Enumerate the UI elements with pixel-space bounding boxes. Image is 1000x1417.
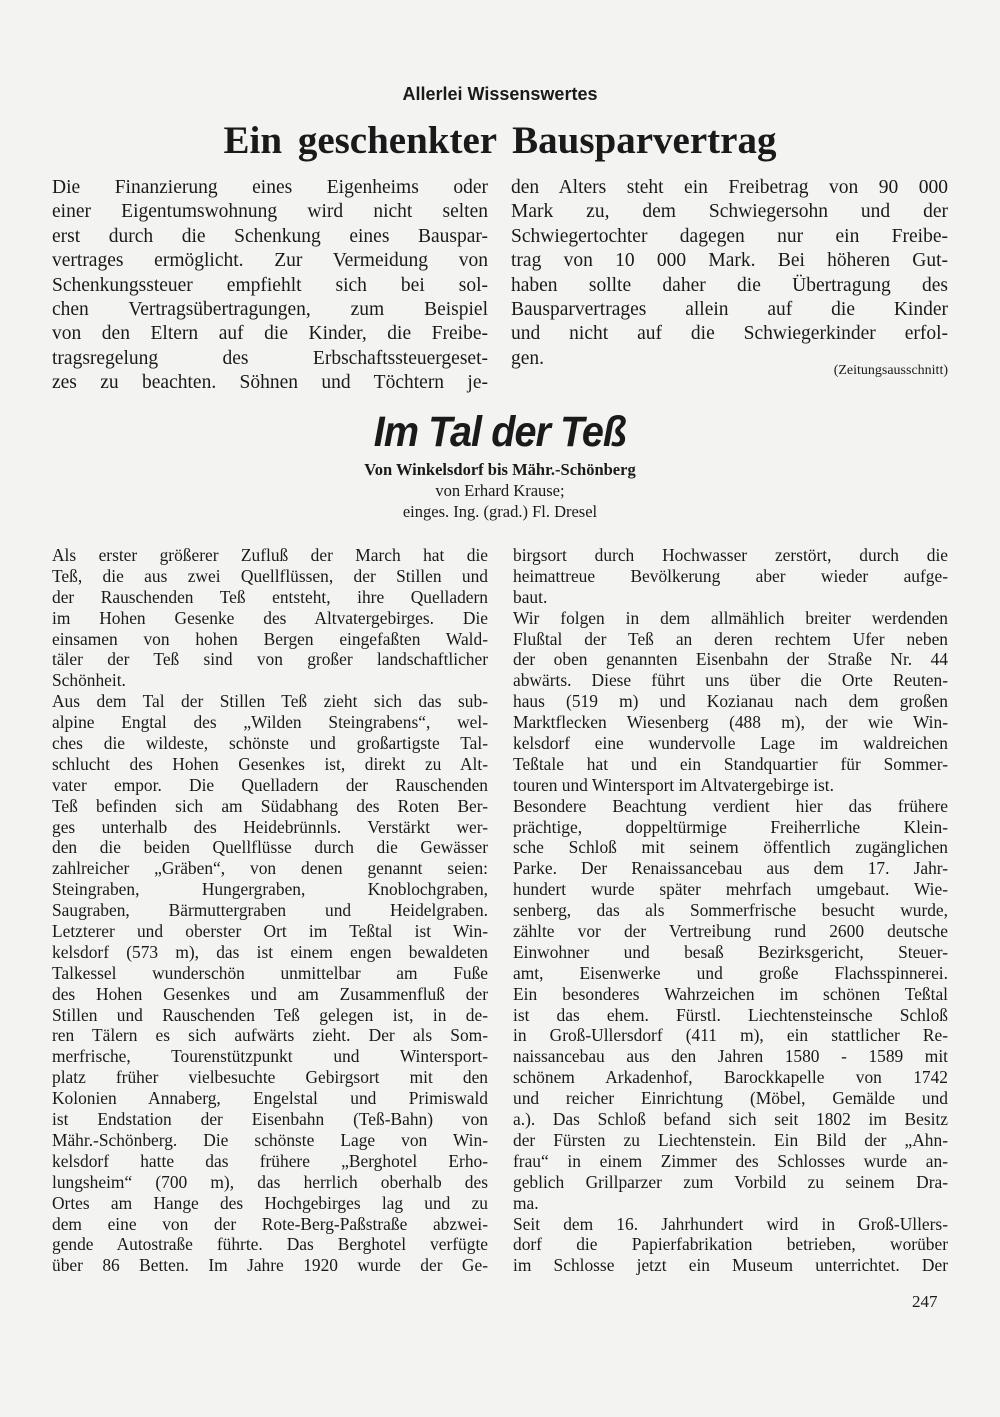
text-line: der oben genannten Eisenbahn der Straße Nr. 44 [513, 649, 948, 670]
text-line: vater empor. Die Quelladern der Rauschenden [52, 774, 488, 795]
text-line: in Groß-Ullersdorf (411 m), ein stattlicher Re- [513, 1025, 948, 1046]
text-line: Seit dem 16. Jahrhundert wird in Groß-Ullers- [513, 1213, 948, 1234]
source-note: (Zeitungsausschnitt) [833, 363, 948, 378]
text-line: sche Schloß mit seinem öffentlich zugänglichen [513, 837, 948, 858]
text-line: zählte vor der Vertreibung rund 2600 deutsche [513, 921, 948, 942]
text-line: merfrische, Tourenstützpunkt und Wintersport- [52, 1046, 488, 1067]
text-line: Kolonien Annaberg, Engelstal und Primiswald [52, 1088, 488, 1109]
text-line: schlucht des Hohen Gesenkes ist, direkt zu Alt- [52, 753, 488, 774]
text-line: ches die wildeste, schönste und großartigste Tal- [52, 733, 488, 754]
text-line: ma. [513, 1192, 539, 1213]
text-line: Bausparvertrages allein auf die Kinder [511, 298, 948, 320]
text-line: im Hohen Gesenke des Altvatergebirges. Die [52, 607, 488, 628]
text-line: dem eine von der Rote-Berg-Paßstraße abzwei- [52, 1213, 488, 1234]
text-line: ist Endstation der Eisenbahn (Teß-Bahn) von [52, 1109, 488, 1130]
text-line: lungsheim“ (700 m), das herrlich oberhalb des [52, 1171, 488, 1192]
text-line: der Rauschenden Teß entsteht, ihre Quelladern [52, 586, 488, 607]
text-line: baut. [513, 586, 548, 607]
text-line: haus (519 m) und Kozianau nach dem großen [513, 691, 948, 712]
text-line: haben sollte daher die Übertragung des [511, 274, 948, 296]
text-line: Besondere Beachtung verdient hier das frühere [513, 795, 948, 816]
text-line: Ortes am Hange des Hochgebirges lag und zu [52, 1192, 488, 1213]
text-line: über 86 Betten. Im Jahre 1920 wurde der Ge- [52, 1255, 488, 1276]
text-line: Talkessel wunderschön unmittelbar am Fuße [52, 962, 488, 983]
text-line: den Alters steht ein Freibetrag von 90 000 [511, 177, 948, 198]
text-line: prächtige, doppeltürmige Freiherrliche Klein- [513, 816, 948, 837]
text-line: den die beiden Quellflüsse durch die Gewässer [52, 837, 488, 858]
text-line: erst durch die Schenkung eines Bauspar- [52, 225, 488, 247]
text-line: gen. [511, 347, 545, 369]
page-number: 247 [912, 1292, 938, 1311]
text-line: touren und Wintersport im Altvatergebirge ist. [513, 774, 834, 795]
text-line: ges unterhalb des Heidebrünnls. Verstärkt wer- [52, 816, 488, 837]
text-line: Steingraben, Hungergraben, Knoblochgraben, [52, 879, 488, 900]
text-line: vertrages ermöglicht. Zur Vermeidung von [52, 250, 488, 272]
contributor-line: einges. Ing. (grad.) Fl. Dresel [402, 502, 598, 521]
text-line: Einwohner und besaß Bezirksgericht, Steuer- [513, 941, 948, 962]
text-line: kelsdorf hatte das frühere „Berghotel Erho- [52, 1150, 488, 1171]
text-line: Teß befinden sich am Südabhang des Roten Ber- [52, 795, 488, 816]
text-line: Schwiegertochter dagegen nur ein Freibe- [511, 225, 948, 247]
text-line: Teßtale hat und ein Standquartier für Sommer- [513, 753, 948, 774]
text-line: gende Autostraße führte. Das Berghotel verfügte [52, 1234, 488, 1255]
article2-left-column [52, 545, 488, 1276]
text-line: frau“ in einem Zimmer des Schlosses wurde an- [513, 1150, 948, 1171]
text-line: tragsregelung des Erbschaftssteuergeset- [52, 347, 488, 369]
text-line: Parke. Der Renaissancebau aus dem 17. Jahr- [513, 858, 948, 879]
text-line: Mähr.-Schönberg. Die schönste Lage von Win- [52, 1129, 488, 1150]
article-subtitle: Von Winkelsdorf bis Mähr.-Schönberg [364, 460, 636, 479]
text-line: des Hohen Gesenkes und am Zusammenfluß der [52, 983, 488, 1004]
text-line: zahlreicher „Gräben“, von denen genannt seien: [52, 858, 488, 879]
text-line: hundert wurde später mehrfach umgebaut. Wie- [513, 879, 948, 900]
article2-right-column [513, 545, 948, 1276]
text-line: alpine Engtal des „Wilden Steingrabens“, wel- [52, 712, 488, 733]
text-line: Schenkungssteuer empfiehlt sich bei sol- [52, 274, 488, 296]
article1-right-column [511, 176, 948, 371]
author-line: von Erhard Krause; [435, 481, 565, 500]
text-line: naissancebau aus den Jahren 1580 - 1589 mit [513, 1046, 948, 1067]
text-line: kelsdorf eine wundervolle Lage im waldreichen [513, 733, 948, 754]
text-line: Mark zu, dem Schwiegersohn und der [511, 201, 948, 223]
text-line: Die Finanzierung eines Eigenheims oder [52, 177, 488, 198]
text-line: Ein besonderes Wahrzeichen im schönen Teßtal [513, 983, 948, 1004]
text-line: einer Eigentumswohnung wird nicht selten [52, 201, 488, 223]
text-line: trag von 10 000 Mark. Bei höheren Gut- [511, 250, 948, 272]
text-line: Wir folgen in dem allmählich breiter werdenden [513, 607, 948, 628]
text-line: von den Eltern auf die Kinder, die Freibe- [52, 323, 488, 345]
text-line: dorf die Papierfabrikation betrieben, worüber [513, 1234, 948, 1255]
text-line: abwärts. Diese führt uns über die Orte Reuten- [513, 670, 948, 691]
text-line: a.). Das Schloß befand sich seit 1802 im Besitz [513, 1109, 948, 1130]
article1-left-column [52, 176, 488, 396]
text-line: Aus dem Tal der Stillen Teß zieht sich das sub- [52, 691, 488, 712]
text-line: senberg, das als Sommerfrische besucht wurde, [513, 900, 948, 921]
text-line: platz früher vielbesuchte Gebirgsort mit den [52, 1067, 488, 1088]
text-line: amt, Eisenwerke und große Flachsspinnerei. [513, 962, 948, 983]
section-label: Allerlei Wissenswertes [402, 84, 598, 104]
text-line: schönem Arkadenhof, Barockkapelle von 1742 [513, 1067, 948, 1088]
text-line: zes zu beachten. Söhnen und Töchtern je- [52, 372, 488, 394]
article-headline: Ein geschenkter Bausparvertrag [223, 119, 777, 162]
text-line: der Fürsten zu Liechtenstein. Ein Bild der „Ahn- [513, 1129, 948, 1150]
text-line: und nicht auf die Schwiegerkinder erfol- [511, 323, 948, 345]
text-line: birgsort durch Hochwasser zerstört, durch die [513, 545, 948, 565]
text-line: Schönheit. [52, 670, 126, 691]
text-line: kelsdorf (573 m), das ist einem engen bewaldeten [52, 941, 488, 962]
text-line: im Schlosse jetzt ein Museum unterrichtet. Der [513, 1255, 948, 1276]
text-line: Marktflecken Wiesenberg (488 m), der wie Win- [513, 712, 948, 733]
text-line: ist das ehem. Fürstl. Liechtensteinsche Schloß [513, 1004, 948, 1025]
text-line: einsamen von hohen Bergen eingefaßten Wald- [52, 628, 488, 649]
text-line: Letzterer und oberster Ort im Teßtal ist Win- [52, 921, 488, 942]
text-line: chen Vertragsübertragungen, zum Beispiel [52, 298, 488, 320]
text-line: Saugraben, Bärmuttergraben und Heidelgraben. [52, 900, 488, 921]
text-line: Teß, die aus zwei Quellflüssen, der Stillen und [52, 565, 488, 586]
article-title: Im Tal der Teß [373, 408, 627, 456]
text-line: Stillen und Rauschenden Teß gelegen ist, in de- [52, 1004, 488, 1025]
text-line: geblich Grillparzer zum Vorbild zu seinem Dra- [513, 1171, 948, 1192]
text-line: täler der Teß sind von großer landschaftlicher [52, 649, 488, 670]
text-line: Als erster größerer Zufluß der March hat die [52, 545, 488, 565]
text-line: und reicher Einrichtung (Möbel, Gemälde und [513, 1088, 948, 1109]
text-line: ren Tälern es sich aufwärts zieht. Der als Som- [52, 1025, 488, 1046]
text-line: heimattreue Bevölkerung aber wieder aufge- [513, 565, 948, 586]
text-line: Flußtal der Teß an deren rechtem Ufer neben [513, 628, 948, 649]
